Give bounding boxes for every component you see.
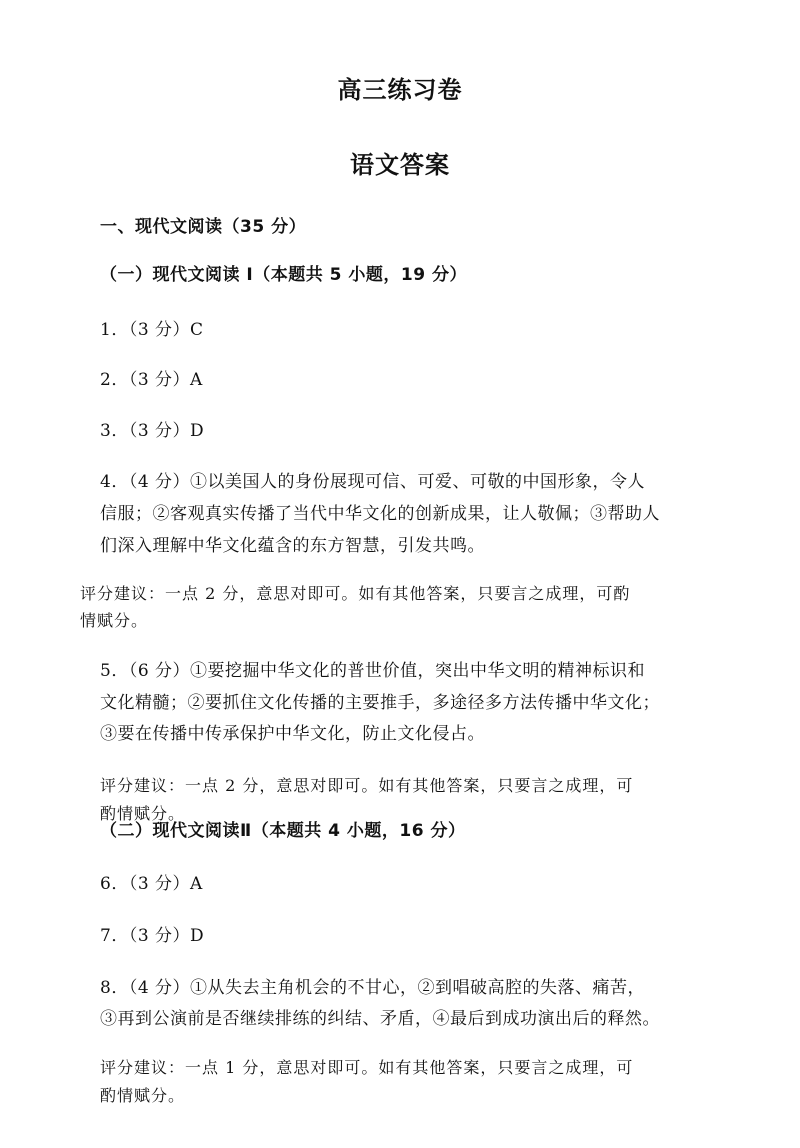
scoring-note-q4: 情赋分。 xyxy=(80,611,149,630)
scoring-note-q5: 评分建议：一点 2 分，意思对即可。如有其他答案，只要言之成理，可 xyxy=(100,776,634,795)
answer-q5-line: 文化精髓；②要抓住文化传播的主要推手，多途径多方法传播中华文化； xyxy=(100,693,660,713)
answer-q8-line: ③再到公演前是否继续排练的纠结、矛盾，④最后到成功演出后的释然。 xyxy=(100,1009,660,1029)
scoring-note-q4: 评分建议：一点 2 分，意思对即可。如有其他答案，只要言之成理，可酌 xyxy=(80,584,631,603)
answer-q8-line: 8．（4 分）①从失去主角机会的不甘心，②到唱破高腔的失落、痛苦， xyxy=(100,978,646,998)
answer-q1: 1．（3 分）C xyxy=(100,320,204,340)
answer-q7: 7．（3 分）D xyxy=(100,926,205,946)
page-subtitle: 语文答案 xyxy=(350,151,450,179)
scoring-note-q8: 评分建议：一点 1 分，意思对即可。如有其他答案，只要言之成理，可 xyxy=(100,1058,634,1077)
part1-heading: （一）现代文阅读 I（本题共 5 小题，19 分） xyxy=(100,265,467,285)
answer-q5-line: ③要在传播中传承保护中华文化，防止文化侵占。 xyxy=(100,724,485,744)
scoring-note-q8: 酌情赋分。 xyxy=(100,1086,186,1105)
page-title: 高三练习卷 xyxy=(337,76,463,104)
answer-q4-line: 信服；②客观真实传播了当代中华文化的创新成果，让人敬佩；③帮助人 xyxy=(100,504,660,524)
answer-q5-line: 5．（6 分）①要挖掘中华文化的普世价值，突出中华文明的精神标识和 xyxy=(100,661,646,681)
answer-q3: 3．（3 分）D xyxy=(100,421,205,441)
part2-heading: （二）现代文阅读Ⅱ（本题共 4 小题，16 分） xyxy=(100,821,466,841)
answer-q6: 6．（3 分）A xyxy=(100,874,203,894)
answer-q4-line: 们深入理解中华文化蕴含的东方智慧，引发共鸣。 xyxy=(100,536,485,556)
answer-q4-line: 4．（4 分）①以美国人的身份展现可信、可爱、可敬的中国形象，令人 xyxy=(100,472,646,492)
answer-q2: 2．（3 分）A xyxy=(100,370,203,390)
section-heading: 一、现代文阅读（35 分） xyxy=(100,217,307,237)
scoring-note-q5: 酌情赋分。 xyxy=(100,804,186,823)
